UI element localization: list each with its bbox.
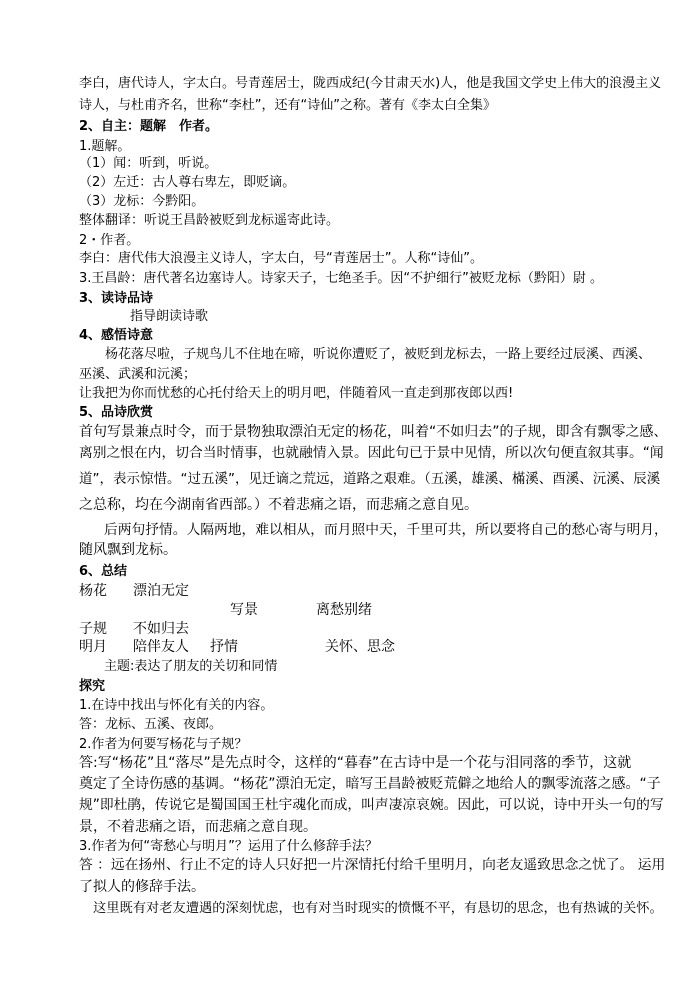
- answer-2-line-2: 奠定了全诗伤感的基调。“杨花”漂泊无定，暗写王昌龄被贬荒僻之地给人的飘零流落之感。“子: [79, 776, 661, 792]
- bio-line-1: 李白，唐代诗人，字太白。号青莲居士，陇西成纪(今甘肃天水)人，他是我国文学史上伟大的浪漫主义: [79, 76, 662, 91]
- summary-xiejing: 写景: [230, 602, 258, 618]
- section-heading-3: 3、读诗品诗: [79, 291, 154, 306]
- section-heading-2: 2、自主：题解 作者。: [79, 119, 219, 134]
- appreciation-line-5: 后两句抒情。人隔两地，难以相从，而月照中天，千里可共，所以要将自己的愁心寄与明月，: [104, 522, 668, 538]
- summary-buru: 不如归去: [133, 621, 189, 637]
- section-heading-6: 6、总结: [79, 564, 128, 579]
- explore-heading: 探究: [79, 679, 106, 694]
- question-3: 3.作者为何“寄愁心与明月”？运用了什么修辞手法？: [79, 839, 378, 854]
- wang-changling-intro: 3.王昌龄：唐代著名边塞诗人。诗家天子，七绝圣手。因“不护细行”被贬龙标（黔阳）尉 。: [79, 271, 604, 286]
- summary-peiban: 陪伴友人: [133, 639, 189, 655]
- note-item-3: （3）龙标：今黔阳。: [79, 194, 205, 209]
- appreciation-line-2: 离别之恨在内，切合当时情事，也就融情入景。因此句已于景中见情，所以次句便直叙其事。“闻: [79, 445, 664, 461]
- summary-shuqing: 抒情: [210, 639, 238, 655]
- answer-3-line-1: 答 ：远在扬州、行止不定的诗人只好把一片深情托付给千里明月，向老友遥致思念之忧了。 运用: [79, 857, 666, 873]
- closing-paragraph: 这里既有对老友遭遇的深刻忧虑，也有对当时现实的愤慨不平，有恳切的思念，也有热诚的关怀。: [93, 901, 663, 916]
- summary-piaobo: 漂泊无定: [133, 583, 189, 599]
- summary-theme: 主题:表达了朋友的关切和同情: [104, 659, 278, 674]
- note-item-1: （1）闻：听到，听说。: [79, 156, 218, 171]
- ganwu-line-3: 让我把为你而忧愁的心托付给天上的明月吧，伴随着风一直走到那夜郎以西!: [79, 386, 514, 401]
- tijie-heading: 1.题解。: [79, 139, 131, 154]
- appreciation-line-3: 道”，表示惊惜。“过五溪”，见迁谪之荒远，道路之艰难。（五溪，雄溪、樠溪、酉溪、沅溪、辰溪: [79, 471, 661, 487]
- section-heading-5: 5、品诗欣赏: [79, 405, 154, 420]
- reading-guide: 指导朗读诗歌: [130, 309, 209, 324]
- summary-guanhuai: 关怀、思念: [325, 639, 395, 655]
- author-heading: 2・作者。: [79, 233, 140, 248]
- summary-mingyue: 明月: [79, 639, 107, 655]
- summary-lichou: 离愁别绪: [316, 602, 372, 618]
- section-heading-4: 4、感悟诗意: [79, 328, 154, 343]
- summary-zigui: 子规: [79, 621, 107, 637]
- summary-yanghua: 杨花: [79, 583, 107, 599]
- question-2: 2.作者为何要写杨花与子规？: [79, 737, 248, 752]
- question-1: 1.在诗中找出与怀化有关的内容。: [79, 698, 274, 713]
- bio-line-2: 诗人，与杜甫齐名，世称“李杜”，还有“诗仙”之称。著有《李太白全集》: [79, 98, 496, 113]
- libai-intro: 李白：唐代伟大浪漫主义诗人，字太白，号“青莲居士”。人称“诗仙”。: [79, 251, 483, 266]
- title-translation: 整体翻译：听说王昌龄被贬到龙标遥寄此诗。: [79, 213, 340, 228]
- answer-3-line-2: 了拟人的修辞手法。: [79, 879, 205, 895]
- answer-2-line-1: 答:写“杨花”且“落尽”是先点时令，这样的“暮春”在古诗中是一个花与泪同落的季节，这就: [79, 755, 632, 771]
- appreciation-line-6: 随风飘到龙标。: [79, 542, 177, 558]
- answer-1: 答：龙标、五溪、夜郎。: [79, 717, 223, 732]
- ganwu-line-2: 巫溪、武溪和沅溪；: [79, 367, 197, 382]
- ganwu-line-1: 杨花落尽啦，子规鸟儿不住地在啼，听说你遭贬了，被贬到龙标去，一路上要经过辰溪、西溪、: [105, 347, 652, 362]
- appreciation-line-1: 首句写景兼点时令，而于景物独取漂泊无定的杨花，叫着“不如归去”的子规，即含有飘零之感、: [79, 424, 668, 440]
- appreciation-line-4: 之总称，均在今湖南省西部。）不着悲痛之语，而悲痛之意自见。: [79, 497, 478, 513]
- answer-2-line-4: 景，不着悲痛之语，而悲痛之意自现。: [79, 819, 317, 835]
- answer-2-line-3: 规”即杜鹃，传说它是蜀国国王杜宇魂化而成，叫声凄凉哀婉。因此，可以说，诗中开头一句的写: [79, 797, 664, 813]
- note-item-2: （2）左迁：古人尊右卑左，即贬谪。: [79, 175, 296, 190]
